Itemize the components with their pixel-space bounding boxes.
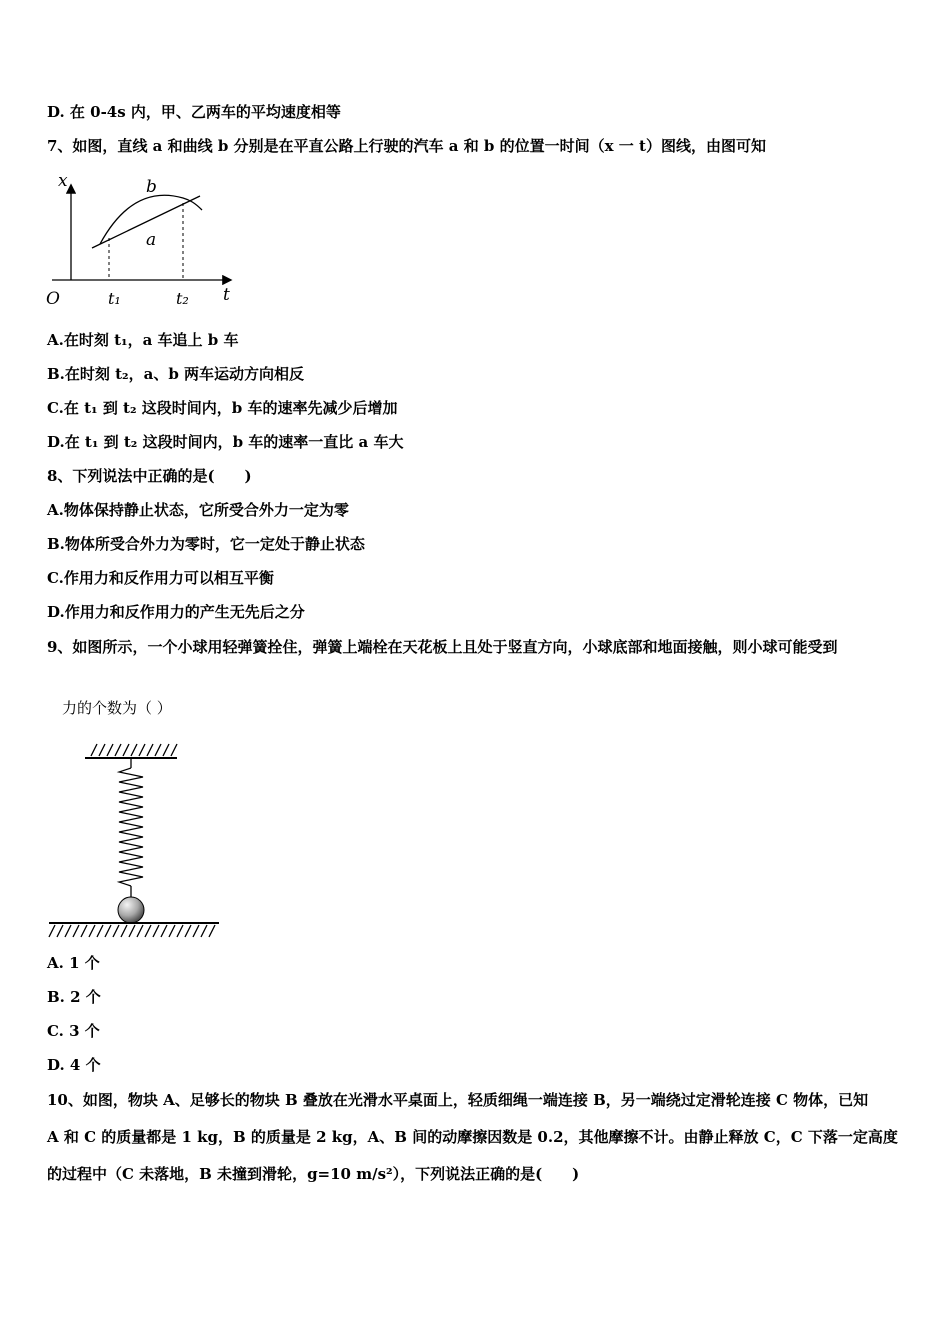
q7-option-d: D.在 t₁ 到 t₂ 这段时间内，b 车的速率一直比 a 车大 (47, 433, 404, 451)
q8-option-c: C.作用力和反作用力可以相互平衡 (47, 569, 274, 587)
q9-option-a: A. 1 个 (47, 954, 100, 972)
q9-stem-continued: 力的个数为（ ） (62, 699, 172, 717)
origin-label: O (46, 289, 60, 309)
x-axis-label: x (58, 171, 68, 191)
curve-b-label: b (146, 177, 157, 197)
t-axis-label: t (223, 285, 230, 305)
t2-label: t₂ (176, 289, 189, 308)
q10-stem-line1: 10、如图，物块 A、足够长的物块 B 叠放在光滑水平桌面上，轻质细绳一端连接 B，另一端绕过定滑轮连接 C 物体，已知 (47, 1091, 869, 1109)
q9-stem: 9、如图所示，一个小球用轻弹簧拴住，弹簧上端栓在天花板上且处于竖直方向，小球底部和地面接触，则小球可能受到 (47, 638, 838, 656)
q8-option-a: A.物体保持静止状态，它所受合外力一定为零 (47, 501, 349, 519)
line-a-label: a (146, 230, 157, 250)
q9-option-b: B. 2 个 (47, 988, 101, 1006)
q8-option-d: D.作用力和反作用力的产生无先后之分 (47, 603, 305, 621)
q10-stem-line3: 的过程中（C 未落地，B 未撞到滑轮，g=10 m/s²），下列说法正确的是( ) (47, 1165, 580, 1183)
q10-stem-line2: A 和 C 的质量都是 1 kg，B 的质量是 2 kg，A、B 间的动摩擦因数是 0.2，其他摩擦不计。由静止释放 C，C 下落一定高度 (47, 1128, 898, 1146)
q7-option-c: C.在 t₁ 到 t₂ 这段时间内，b 车的速率先减少后增加 (47, 399, 398, 417)
t1-label: t₁ (108, 289, 121, 308)
q7-stem: 7、如图，直线 a 和曲线 b 分别是在平直公路上行驶的汽车 a 和 b 的位置一时间（x 一 t）图线，由图可知 (47, 137, 766, 155)
q7-option-b: B.在时刻 t₂，a、b 两车运动方向相反 (47, 365, 305, 383)
q7-option-a: A.在时刻 t₁，a 车追上 b 车 (47, 331, 239, 349)
q9-option-d: D. 4 个 (47, 1056, 101, 1074)
q8-stem: 8、下列说法中正确的是( ) (47, 467, 252, 485)
q9-spring-figure (45, 740, 225, 940)
q8-option-b: B.物体所受合外力为零时，它一定处于静止状态 (47, 535, 365, 553)
ball (118, 897, 144, 923)
q7-xt-graph (40, 168, 240, 313)
spring (119, 768, 143, 886)
q6-option-d: D. 在 0-4s 内，甲、乙两车的平均速度相等 (47, 103, 341, 121)
q9-option-c: C. 3 个 (47, 1022, 100, 1040)
